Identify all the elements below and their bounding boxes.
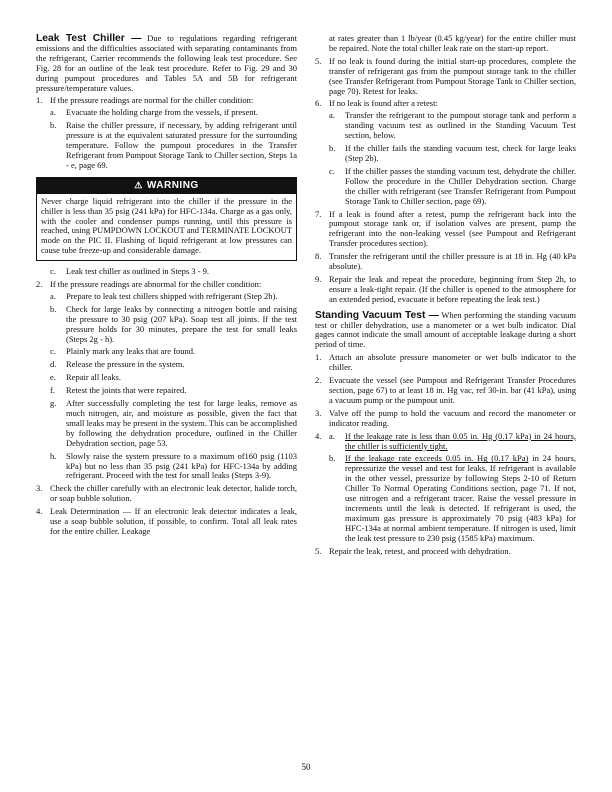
step-6c <box>329 167 576 207</box>
step-1a-letter: a. <box>50 107 56 118</box>
step-2a-letter: a. <box>50 290 56 301</box>
step-2h-text: Slowly raise the system pressure to a maximum of160 psig (1103 kPa) but no less than 35 psig (241 kPa) for HFC-134a by adding refrigerant. Proceed with the test for small leaks (Steps 3-9). <box>66 450 297 481</box>
step-2c-letter: c. <box>50 346 56 357</box>
step-1c-letter: c. <box>50 266 56 277</box>
step-9-text: Repair the leak and repeat the procedure, beginning from Step 2h, to ensure a leak-tight repair. (If the chiller is opened to the atmosphere for an extended period, evacuate it before repeating the leak test.) <box>329 273 576 304</box>
step-6b-text: If the chiller fails the standing vacuum test, check for large leaks (Step 2b). <box>345 143 576 163</box>
page-number: 50 <box>301 762 311 772</box>
standing-vacuum-intro-text: When performing the standing vacuum test or chiller dehydration, use a manometer or a wet bulb indicator. Dial gages cannot indicate the small amount of acceptable leakage during a short period of time. <box>315 309 576 350</box>
step-4 <box>36 507 297 537</box>
leak-test-intro <box>36 34 297 93</box>
step-5-text: If no leak is found during the initial start-up procedures, complete the transfer of refrigerant gas from the pumpout storage tank to the chiller (see Transfer Refrigerant from Pumpout Storage Tank to Chiller section, page 70). Retest for leaks. <box>329 55 576 96</box>
step-4-number: 4. <box>36 506 43 517</box>
step-2e-letter: e. <box>50 372 56 383</box>
vacuum-step-1-text: Attach an absolute pressure manometer or wet bulb indicator to the chiller. <box>329 352 576 373</box>
step-2-number: 2. <box>36 279 43 290</box>
vacuum-step-1 <box>315 353 576 373</box>
step-7 <box>315 210 576 250</box>
step-2e-text: Repair all leaks. <box>66 372 121 383</box>
step-6b-letter: b. <box>329 143 336 154</box>
step-1b-letter: b. <box>50 120 57 131</box>
step-1b <box>50 121 297 171</box>
step-6b <box>329 144 576 164</box>
step-2c-text: Plainly mark any leaks that are found. <box>66 346 196 357</box>
step-4-text: Leak Determination — If an electronic leak detector indicates a leak, use a soap bubble solution, if possible, to confirm. Total all leak rates for the entire chiller. Leakage <box>50 506 297 536</box>
step-2g-letter: g. <box>50 398 57 409</box>
step-2b-letter: b. <box>50 303 57 314</box>
right-column <box>315 34 576 560</box>
vacuum-step-5 <box>315 547 576 557</box>
step-2g <box>50 399 297 449</box>
leak-test-intro-text: Due to regulations regarding refrigerant emissions and the difficulties associated with separating contaminants from the refrigerant, Carrier recommends the following leak test procedure. See Fig. 28 for an outline of the leak test procedure. Refer to Fig. 29 and 30 during pumpout procedures and Tables 5A and 5B for refrigerant pressure/temperature values. <box>36 33 297 93</box>
step-6c-text: If the chiller passes the standing vacuum test, dehydrate the chiller. Follow the procedure in the Chiller Dehydration section. Charge the chiller with refrigerant (see Transfer Refrigerant from Pumpout Storage Tank to Chiller section, page 69). <box>345 165 576 206</box>
step-7-text: If a leak is found after a retest, pump the refrigerant back into the pumpout storage tank or, if isolation valves are present, pump the refrigerant into the non-leaking vessel (see Pumpout and Refrigerant Transfer procedures section). <box>329 208 576 249</box>
step-4-continued: at rates greater than 1 lb/year (0.45 kg/year) for the entire chiller must be repaired. Note the total chiller leak rate on the start-up report. <box>329 33 576 53</box>
step-8 <box>315 252 576 272</box>
step-1-number: 1. <box>36 95 43 106</box>
step-2g-text: After successfully completing the test for large leaks, remove as much nitrogen, air, and moisture as possible, given the fact that small leaks may be present in the system. This can be accomplished by following the dehydration procedure, outlined in the Chiller Dehydration section, page 53. <box>66 398 297 448</box>
step-2h <box>50 452 297 482</box>
vacuum-step-2-number: 2. <box>315 375 322 386</box>
vacuum-step-2-text: Evacuate the vessel (see Pumpout and Refrigerant Transfer Procedures section, page 67) to at least 18 in. Hg vac, ref 30-in. bar (41 kPa), using a vacuum pump or the pumpout unit. <box>329 375 576 405</box>
step-6a-letter: a. <box>329 110 335 121</box>
step-2f-letter: f. <box>50 385 55 396</box>
leak-test-heading: Leak Test Chiller — <box>36 33 142 44</box>
step-2c <box>50 347 297 357</box>
vacuum-step-4b-letter: b. <box>329 453 336 464</box>
step-2f <box>50 386 297 396</box>
vacuum-step-4b-text: in 24 hours, repressurize the vessel and test for leaks. If refrigerant is available in the other vessel, pressurize by following Steps 2-10 of Return Chiller To Normal Operating Conditions section, page 71. If not, use nitrogen and a refrigerant tracer. Raise the vessel pressure in increments until the leak is detected. If refrigerant is used, the maximum gas pressure is approximately 70 psig (483 kPa) for HFC-134a at normal ambient temperature. If nitrogen is used, limit the leak test pressure to 230 psig (1585 kPa) maximum. <box>345 453 577 543</box>
step-1b-text: Raise the chiller pressure, if necessary, by adding refrigerant until pressure is at the equivalent saturated pressure for the surrounding temperature. Follow the pumpout procedures in the Transfer Refrigerant from Pumpout Storage Tank to Chiller section, Steps 1a - e, page 69. <box>66 120 297 170</box>
step-1c <box>50 267 297 277</box>
vacuum-step-4-number: 4. <box>315 430 322 441</box>
step-2h-letter: h. <box>50 450 57 461</box>
standing-vacuum-intro <box>315 311 576 351</box>
step-7-number: 7. <box>315 208 322 219</box>
step-2d-text: Release the pressure in the system. <box>66 359 185 370</box>
step-3-text: Check the chiller carefully with an electronic leak detector, halide torch, or soap bubble solution. <box>50 483 297 504</box>
step-2-text: If the pressure readings are abnormal for the chiller condition: <box>50 279 262 290</box>
vacuum-step-4a-text: If the leakage rate is less than 0.05 in. Hg (0.17 kPa) in 24 hours, the chiller is sufficiently tight. <box>345 430 576 451</box>
warning-box <box>36 177 297 261</box>
step-2f-text: Retest the joints that were repaired. <box>66 385 187 396</box>
step-9-number: 9. <box>315 273 322 284</box>
step-2b-text: Check for large leaks by connecting a nitrogen bottle and raising the pressure to 30 psig (207 kPa). Soap test all joints. If the test pressure holds for 30 minutes, prepare the test for small leaks (Steps 2g - h). <box>66 303 297 344</box>
step-3 <box>36 484 297 504</box>
left-column <box>36 34 297 540</box>
step-1 <box>36 96 297 170</box>
step-2d-letter: d. <box>50 359 57 370</box>
warning-text: Never charge liquid refrigerant into the chiller if the pressure in the chiller is less than 35 psig (241 kPa) for HFC-134a. Charge as a gas only, with the cooler and condenser pumps running, until this pressure is reached, using PUMPDOWN LOCKOUT and TERMINATE LOCKOUT mode on the PIC II. Flashing of liquid refrigerant at low pressures can cause tube freeze-up and considerable damage. <box>41 195 292 256</box>
vacuum-step-2 <box>315 376 576 406</box>
step-9 <box>315 275 576 305</box>
vacuum-step-4b <box>329 454 576 543</box>
step-6-number: 6. <box>315 98 322 109</box>
vacuum-step-5-number: 5. <box>315 545 322 556</box>
step-2d <box>50 360 297 370</box>
step-1a <box>50 108 297 118</box>
step-6-text: If no leak is found after a retest: <box>329 98 438 109</box>
step-8-number: 8. <box>315 251 322 262</box>
step-6 <box>315 99 576 206</box>
step-6a-text: Transfer the refrigerant to the pumpout storage tank and perform a standing vacuum test as outlined in the Standing Vacuum Test section, below. <box>345 110 576 141</box>
step-3-number: 3. <box>36 483 43 494</box>
step-2b <box>50 305 297 345</box>
warning-triangle-icon: ⚠ <box>134 179 143 190</box>
step-6a <box>329 111 576 141</box>
step-2e <box>50 373 297 383</box>
warning-title: WARNING <box>146 179 199 191</box>
vacuum-step-5-text: Repair the leak, retest, and proceed with dehydration. <box>329 545 511 556</box>
vacuum-step-3-number: 3. <box>315 407 322 418</box>
step-1c-text: Leak test chiller as outlined in Steps 3 - 9. <box>66 266 210 277</box>
warning-header <box>37 178 296 194</box>
step-1-text: If the pressure readings are normal for the chiller condition: <box>50 95 254 106</box>
standing-vacuum-heading: Standing Vacuum Test — <box>315 309 439 321</box>
vacuum-step-4a-letter: a. <box>329 430 335 441</box>
step-2 <box>36 280 297 481</box>
step-1a-text: Evacuate the holding charge from the vessels, if present. <box>66 107 258 118</box>
step-5 <box>315 57 576 97</box>
vacuum-step-4a <box>329 432 576 452</box>
vacuum-step-4 <box>315 432 576 544</box>
vacuum-step-3 <box>315 409 576 429</box>
step-2a-text: Prepare to leak test chillers shipped with refrigerant (Step 2h). <box>66 290 278 301</box>
vacuum-step-1-number: 1. <box>315 352 322 363</box>
step-6c-letter: c. <box>329 165 335 176</box>
vacuum-step-4b-underlined: If the leakage rate exceeds 0.05 in. Hg (0.17 kPa) <box>345 453 529 464</box>
step-8-text: Transfer the refrigerant until the chiller pressure is at 18 in. Hg (40 kPa absolute). <box>329 251 576 272</box>
vacuum-step-3-text: Valve off the pump to hold the vacuum and record the manometer or indicator reading. <box>329 407 576 428</box>
step-5-number: 5. <box>315 55 322 66</box>
step-2a <box>50 292 297 302</box>
